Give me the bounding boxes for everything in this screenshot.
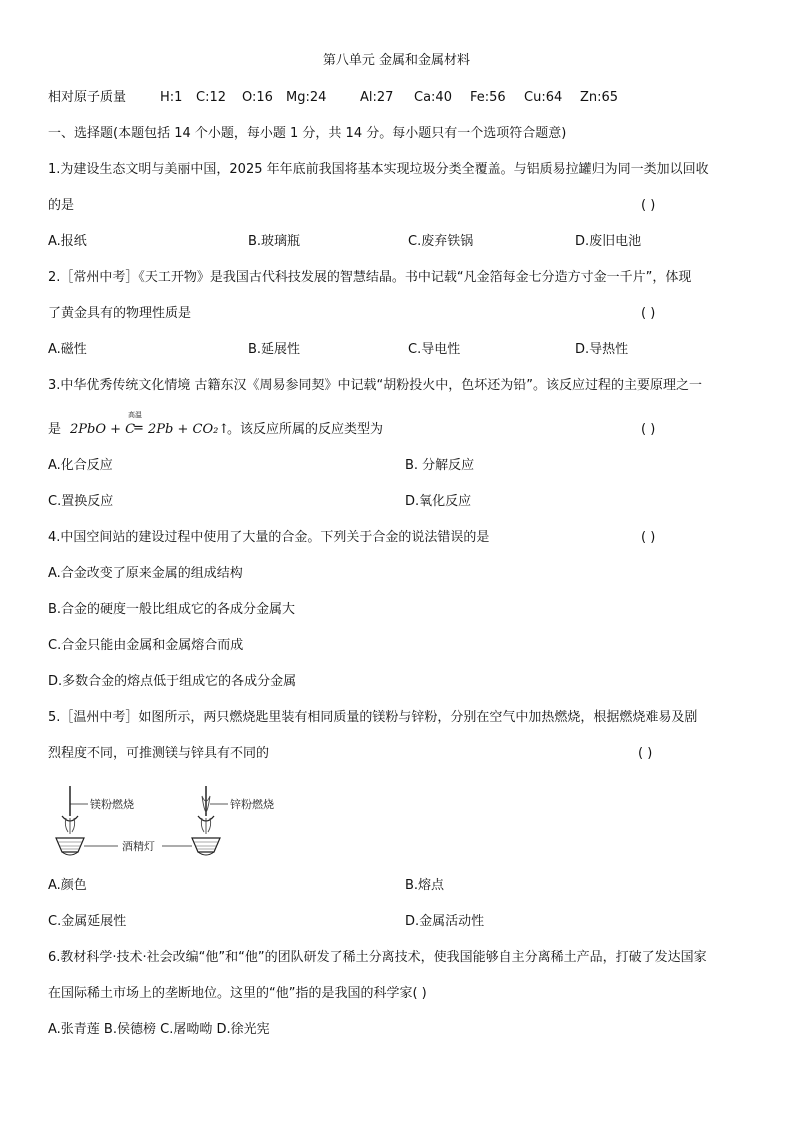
equation-sign: = <box>133 421 144 436</box>
atomic-mass-item: Mg:24 <box>286 90 327 105</box>
answer-blank: ( ) <box>641 198 656 213</box>
figure-label-mg: 镁粉燃烧 <box>90 798 134 811</box>
answer-blank: ( ) <box>638 746 653 761</box>
equation-right: 2Pb + CO₂↑ <box>148 422 230 437</box>
equation-left: 2PbO + C <box>70 422 136 437</box>
option: A.报纸 <box>48 234 87 249</box>
alcohol-lamp <box>56 838 84 852</box>
option: D.导热性 <box>575 342 629 357</box>
question-2-text-cont: 了黄金具有的物理性质是 <box>48 306 192 321</box>
option: D.多数合金的熔点低于组成它的各成分金属 <box>48 674 297 689</box>
option: D.金属活动性 <box>405 914 485 929</box>
question-1-text-cont: 的是 <box>48 198 75 213</box>
answer-blank: ( ) <box>641 422 656 437</box>
alcohol-lamp <box>192 838 220 852</box>
atomic-mass-label: 相对原子质量 <box>48 90 127 105</box>
answer-blank: ( ) <box>641 306 656 321</box>
option: B.合金的硬度一般比组成它的各成分金属大 <box>48 602 296 617</box>
option: C.导电性 <box>408 342 461 357</box>
question-5-text: 5.［温州中考］如图所示，两只燃烧匙里装有相同质量的镁粉与锌粉，分别在空气中加热燃烧，根据燃烧难易及剧 <box>48 710 698 725</box>
option: B.玻璃瓶 <box>248 234 301 249</box>
option: B.延展性 <box>248 342 301 357</box>
question-3-prefix: 是 <box>48 422 62 437</box>
question-3-suffix: 。该反应所属的反应类型为 <box>227 422 384 437</box>
figure-label-lamp: 酒精灯 <box>122 840 155 853</box>
reaction-condition: 高温 <box>128 411 142 419</box>
option: D.废旧电池 <box>575 234 642 249</box>
option: A.化合反应 <box>48 458 113 473</box>
option: B.熔点 <box>405 878 445 893</box>
combustion-figure <box>48 782 298 864</box>
atomic-mass-item: Al:27 <box>360 90 394 105</box>
atomic-mass-item: Fe:56 <box>470 90 506 105</box>
option: B. 分解反应 <box>405 458 475 473</box>
atomic-mass-item: Ca:40 <box>414 90 452 105</box>
section-heading: 一、选择题(本题包括 14 个小题，每小题 1 分，共 14 分。每小题只有一个选项符合题意) <box>48 126 567 141</box>
question-5-text-cont: 烈程度不同，可推测镁与锌具有不同的 <box>48 746 270 761</box>
option: C.金属延展性 <box>48 914 127 929</box>
page-title: 第八单元 金属和金属材料 <box>322 53 471 68</box>
option: A.磁性 <box>48 342 87 357</box>
question-6-text-cont: 在国际稀土市场上的垄断地位。这里的“他”指的是我国的科学家( ) <box>48 986 427 1001</box>
figure-label-zn: 锌粉燃烧 <box>230 798 274 811</box>
option: C.合金只能由金属和金属熔合而成 <box>48 638 244 653</box>
atomic-mass-item: Zn:65 <box>580 90 619 105</box>
question-3-text: 3.中华优秀传统文化情境 古籍东汉《周易参同契》中记载“胡粉投火中，色坏还为铅”。该反应过程的主要原理之一 <box>48 378 703 393</box>
option: A.颜色 <box>48 878 87 893</box>
option: C.废弃铁锅 <box>408 234 474 249</box>
answer-blank: ( ) <box>641 530 656 545</box>
option: A.合金改变了原来金属的组成结构 <box>48 566 243 581</box>
atomic-mass-item: Cu:64 <box>524 90 563 105</box>
atomic-mass-item: C:12 <box>196 90 226 105</box>
question-2-text: 2.［常州中考］《天工开物》是我国古代科技发展的智慧结晶。书中记载“凡金箔每金七分造方寸金一千片”，体现 <box>48 270 692 285</box>
options-line: A.张青莲 B.侯德榜 C.屠呦呦 D.徐光宪 <box>48 1022 270 1037</box>
question-6-text: 6.教材科学·技术·社会改编“他”和“他”的团队研发了稀土分离技术，使我国能够自主分离稀土产品，打破了发达国家 <box>48 950 707 965</box>
option: D.氧化反应 <box>405 494 472 509</box>
question-1-text: 1.为建设生态文明与美丽中国，2025 年年底前我国将基本实现垃圾分类全覆盖。与铝质易拉罐归为同一类加以回收 <box>48 162 709 177</box>
option: C.置换反应 <box>48 494 114 509</box>
atomic-mass-item: H:1 <box>160 90 183 105</box>
atomic-mass-item: O:16 <box>242 90 273 105</box>
question-4-text: 4.中国空间站的建设过程中使用了大量的合金。下列关于合金的说法错误的是 <box>48 530 490 545</box>
